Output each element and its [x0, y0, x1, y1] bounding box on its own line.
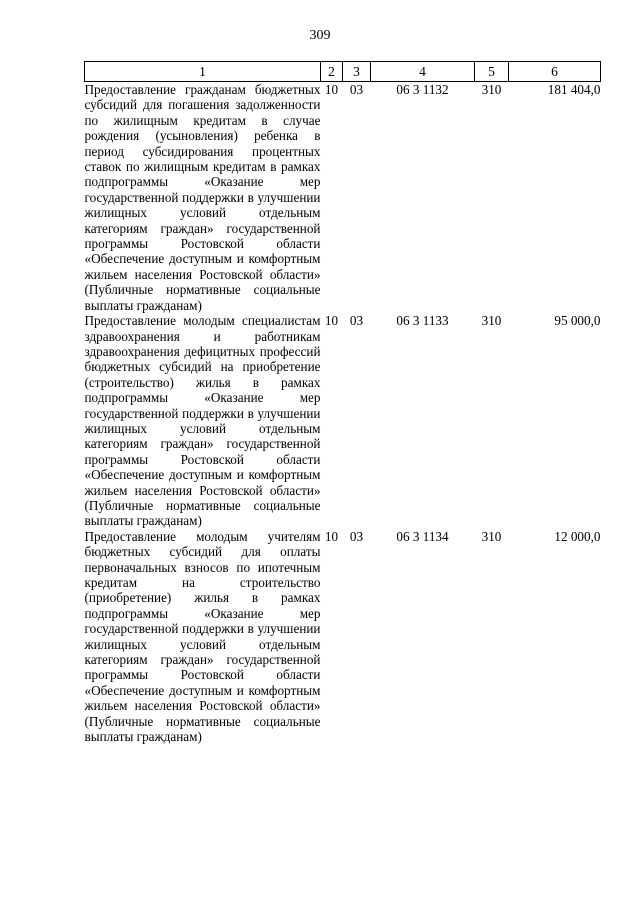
- row-subsection-code: 03: [349, 82, 364, 97]
- row-amount: 12 000,0: [554, 528, 601, 544]
- column-header-5: 5: [475, 62, 509, 82]
- row-section-code: 10: [324, 313, 339, 329]
- row-description: Предоставление молодым учителям бюджетных субсидий для оплаты первоначальных взносов по ипотечным кредитам на строительство (приобретение) жилья в рамках подпрограммы «Оказание мер государственной поддержки в улучшении жилищных условий отдельным категориям граждан» государственной программы Ростовской области «Обеспечение доступным и комфортным жильем населения Ростовской области» (Публичные нормативные социальные выплаты гражданам): [84, 528, 321, 745]
- row-amount: 95 000,0: [554, 313, 601, 329]
- column-header-6: 6: [509, 62, 601, 82]
- row-expense-type: 310: [481, 313, 502, 329]
- column-header-1: 1: [85, 62, 321, 82]
- row-amount: 181 404,0: [547, 82, 601, 97]
- table-row: [85, 82, 601, 314]
- row-section-code: 10: [324, 82, 339, 97]
- page-number: 309: [309, 28, 331, 43]
- row-expense-type: 310: [481, 528, 502, 544]
- row-subsection-code: 03: [349, 528, 364, 544]
- table-header-row: [85, 62, 601, 82]
- row-target-article: 06 3 1132: [396, 82, 449, 97]
- column-header-2: 2: [321, 62, 343, 82]
- row-subsection-code: 03: [349, 313, 364, 329]
- table-row: [85, 529, 601, 745]
- row-section-code: 10: [324, 528, 339, 544]
- table-row: [85, 313, 601, 529]
- column-header-4: 4: [371, 62, 475, 82]
- row-description: Предоставление гражданам бюджетных субсидий для погашения задолженности по жилищным кредитам в случае рождения (усыновления) ребенка в период субсидирования процентных ставок по жилищным кредитам в рамках подпрограммы «Оказание мер государственной поддержки в улучшении жилищных условий отдельным категориям граждан» государственной программы Ростовской области «Обеспечение доступным и комфортным жильем населения Ростовской области» (Публичные нормативные социальные выплаты гражданам): [84, 82, 321, 313]
- row-expense-type: 310: [481, 82, 502, 97]
- row-target-article: 06 3 1134: [396, 528, 449, 544]
- row-target-article: 06 3 1133: [396, 313, 449, 329]
- column-header-3: 3: [343, 62, 371, 82]
- budget-table: [84, 61, 601, 744]
- row-description: Предоставление молодым специалистам здравоохранения и работникам здравоохранения дефицитных профессий бюджетных субсидий на приобретение (строительство) жилья в рамках подпрограммы «Оказание мер государственной поддержки в улучшении жилищных условий отдельным категориям граждан» государственной программы Ростовской области «Обеспечение доступным и комфортным жильем населения Ростовской области» (Публичные нормативные социальные выплаты гражданам): [84, 313, 321, 529]
